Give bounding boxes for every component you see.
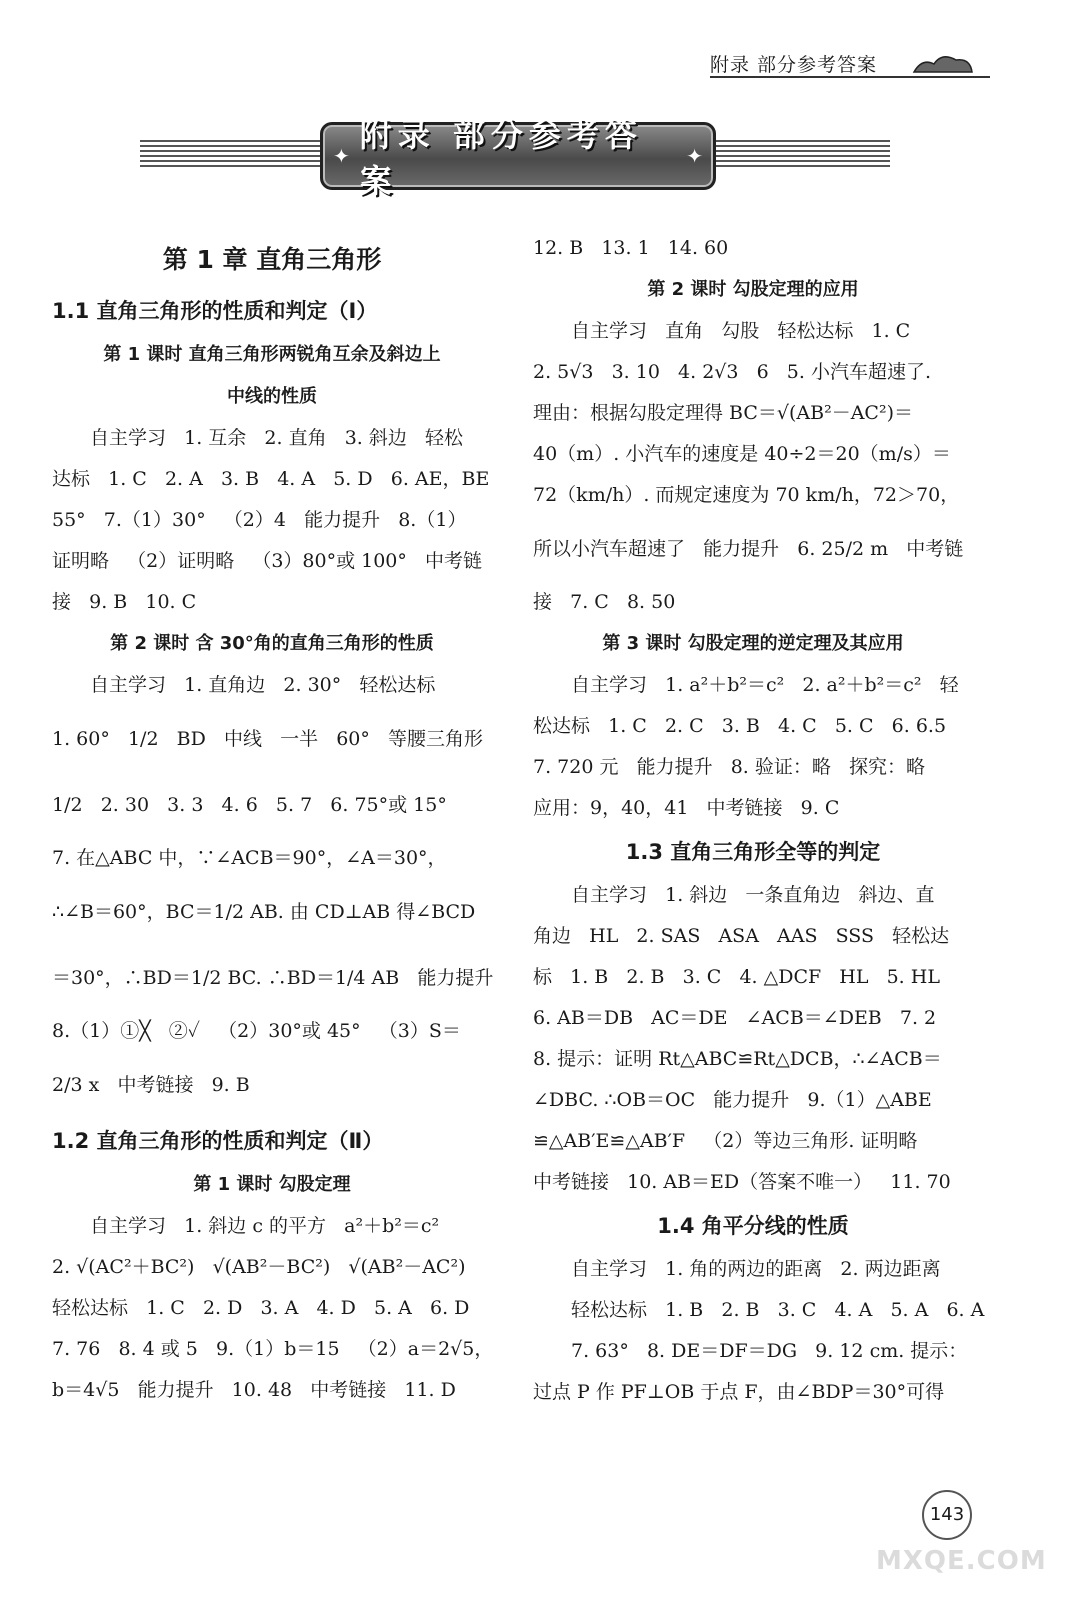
answer-line: 7. 在△ABC 中，∵∠ACB＝90°，∠A＝30°，: [52, 847, 447, 869]
answer-line: 2/3 x 中考链接 9. B: [52, 1074, 250, 1096]
answer-line: 松达标 1. C 2. C 3. B 4. C 5. C 6. 6.5: [533, 715, 947, 737]
watermark-text: MXQE.COM: [876, 1546, 1047, 1576]
lesson-heading: 第 3 课时 勾股定理的逆定理及其应用: [602, 633, 904, 654]
answer-line: 轻松达标 1. B 2. B 3. C 4. A 5. A 6. A: [571, 1299, 985, 1321]
lesson-heading: 第 1 课时 直角三角形两锐角互余及斜边上: [103, 344, 441, 365]
section-heading: 1.1 直角三角形的性质和判定（Ⅰ）: [52, 299, 378, 323]
answer-line: 过点 P 作 PF⊥OB 于点 F，由∠BDP＝30°可得: [533, 1381, 945, 1403]
answer-line: 8.（1）①╳ ②✓ （2）30°或 45° （3）S＝: [52, 1020, 461, 1042]
answer-line: 自主学习 1. 斜边 c 的平方 a²＋b²＝c²: [90, 1215, 440, 1237]
answer-line: 自主学习 直角 勾股 轻松达标 1. C: [571, 320, 911, 342]
section-heading: 1.4 角平分线的性质: [657, 1214, 849, 1238]
answer-line: 达标 1. C 2. A 3. B 4. A 5. D 6. AE，BE: [52, 468, 490, 490]
answer-line: 轻松达标 1. C 2. D 3. A 4. D 5. A 6. D: [52, 1297, 470, 1319]
answer-line: 1/2 2. 30 3. 3 4. 6 5. 7 6. 75°或 15°: [52, 794, 447, 816]
answer-line: 2. 5√3 3. 10 4. 2√3 6 5. 小汽车超速了.: [533, 361, 932, 383]
header-rule: [710, 76, 990, 78]
appendix-banner: [140, 116, 890, 200]
section-heading: 1.3 直角三角形全等的判定: [625, 840, 881, 864]
answer-line: 自主学习 1. a²＋b²＝c² 2. a²＋b²＝c² 轻: [571, 674, 959, 696]
answer-line: 证明略 （2）证明略 （3）80°或 100° 中考链: [52, 550, 483, 572]
answer-line: 7. 720 元 能力提升 8. 验证：略 探究：略: [533, 756, 925, 778]
answer-line: 接 9. B 10. C: [52, 591, 197, 613]
right-answer-column: [533, 228, 985, 1413]
answer-line: 所以小汽车超速了 能力提升 6. 25/2 m 中考链: [533, 538, 964, 560]
answer-line: 55° 7.（1）30° （2）4 能力提升 8.（1）: [52, 509, 467, 531]
left-answer-column: [52, 228, 492, 1411]
answer-line: 中考链接 10. AB＝ED（答案不唯一） 11. 70: [533, 1171, 951, 1193]
answer-line: ∴∠B＝60°，BC＝1/2 AB. 由 CD⊥AB 得∠BCD: [52, 901, 476, 923]
banner-stripes-left: [140, 140, 330, 168]
answer-line: ∠DBC. ∴OB＝OC 能力提升 9.（1）△ABE: [533, 1089, 932, 1111]
answer-line: 理由：根据勾股定理得 BC＝√(AB²－AC²)＝: [533, 402, 914, 424]
star-icon: ✦: [686, 144, 703, 168]
chapter-heading: 第 1 章 直角三角形: [162, 245, 382, 274]
lesson-heading: 第 1 课时 勾股定理: [193, 1174, 351, 1195]
lesson-heading: 第 2 课时 勾股定理的应用: [647, 279, 859, 300]
answer-line: 72（km/h）. 而规定速度为 70 km/h，72＞70，: [533, 484, 960, 506]
banner-stripes-right: [700, 140, 890, 168]
answer-line: 2. √(AC²＋BC²) √(AB²－BC²) √(AB²－AC²): [52, 1256, 466, 1278]
answer-line: 8. 提示：证明 Rt△ABC≌Rt△DCB，∴∠ACB＝: [533, 1048, 942, 1070]
page-number: 143: [922, 1490, 972, 1540]
answer-line: ＝30°，∴BD＝1/2 BC. ∴BD＝1/4 AB 能力提升: [52, 967, 494, 989]
answer-line: b＝4√5 能力提升 10. 48 中考链接 11. D: [52, 1379, 456, 1401]
cloud-icon: [912, 52, 974, 76]
answer-line: 7. 63° 8. DE＝DF＝DG 9. 12 cm. 提示：: [571, 1340, 968, 1362]
answer-line: 12. B 13. 1 14. 60: [533, 237, 729, 259]
answer-line: 自主学习 1. 直角边 2. 30° 轻松达标: [90, 674, 436, 696]
answer-line: 标 1. B 2. B 3. C 4. △DCF HL 5. HL: [533, 966, 940, 988]
answer-line: 角边 HL 2. SAS ASA AAS SSS 轻松达: [533, 925, 950, 947]
answer-line: 自主学习 1. 互余 2. 直角 3. 斜边 轻松: [90, 427, 463, 449]
banner-plate: [320, 116, 716, 200]
answer-line: 6. AB＝DB AC＝DE ∠ACB＝∠DEB 7. 2: [533, 1007, 937, 1029]
answer-line: 1. 60° 1/2 BD 中线 一半 60° 等腰三角形: [52, 728, 484, 750]
lesson-heading: 第 2 课时 含 30°角的直角三角形的性质: [110, 633, 434, 654]
banner-title: 附录 部分参考答案: [359, 116, 643, 200]
answer-line: 应用：9，40，41 中考链接 9. C: [533, 797, 840, 819]
running-header-title: 附录 部分参考答案: [710, 54, 878, 76]
answer-line: ≌△AB′E≌△AB′F （2）等边三角形. 证明略: [533, 1130, 918, 1152]
answer-line: 7. 76 8. 4 或 5 9.（1）b＝15 （2）a＝2√5，: [52, 1338, 494, 1360]
star-icon: ✦: [333, 144, 350, 168]
answer-line: 自主学习 1. 角的两边的距离 2. 两边距离: [571, 1258, 941, 1280]
answer-line: 接 7. C 8. 50: [533, 591, 676, 613]
answer-line: 40（m）. 小汽车的速度是 40÷2＝20（m/s）＝: [533, 443, 951, 465]
running-header: [690, 48, 990, 82]
lesson-heading: 中线的性质: [227, 386, 317, 407]
section-heading: 1.2 直角三角形的性质和判定（Ⅱ）: [52, 1129, 384, 1153]
answer-line: 自主学习 1. 斜边 一条直角边 斜边、直: [571, 884, 935, 906]
